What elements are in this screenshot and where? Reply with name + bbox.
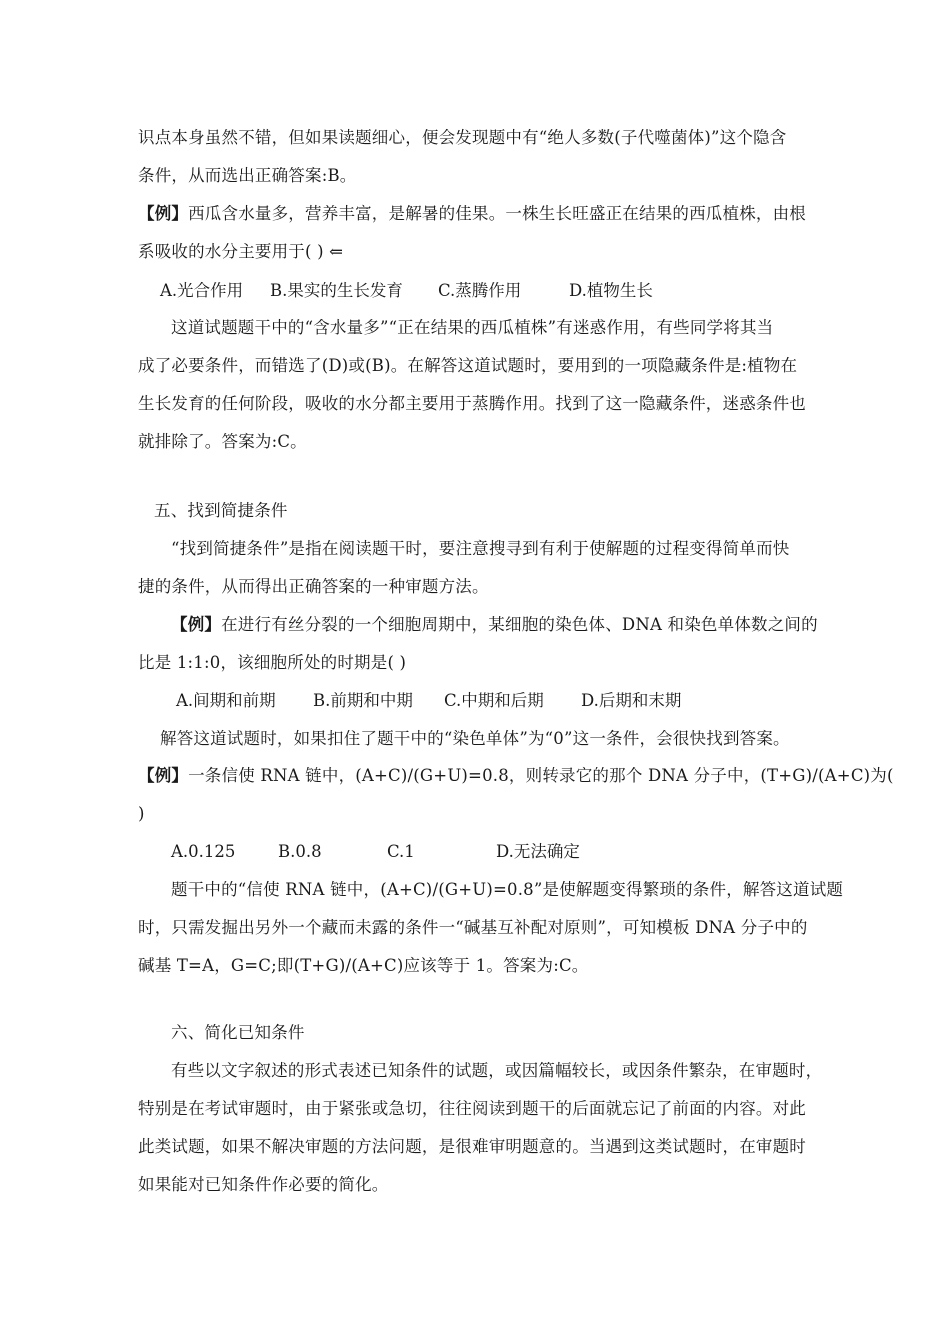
option-d: D.植物生长 xyxy=(569,281,653,300)
option-a: A.0.125 xyxy=(171,842,236,861)
option-a: A.光合作用 xyxy=(160,281,244,300)
paragraph-line: 生长发育的任何阶段，吸收的水分都主要用于蒸腾作用。找到了这一隐藏条件，迷惑条件也 xyxy=(138,394,806,413)
option-d: D.无法确定 xyxy=(496,842,580,861)
section-heading: 六、简化已知条件 xyxy=(171,1023,305,1042)
section-heading: 五、找到简捷条件 xyxy=(154,501,288,520)
paragraph-line: 解答这道试题时，如果扣住了题干中的“染色单体”为“0”这一条件，会很快找到答案。 xyxy=(160,729,790,748)
paragraph-line: 如果能对已知条件作必要的简化。 xyxy=(138,1175,389,1194)
paragraph-line: 识点本身虽然不错，但如果读题细心，便会发现题中有“绝人多数(子代噬菌体)”这个隐含 xyxy=(138,128,787,147)
example-line xyxy=(171,614,818,636)
example-text: 一条信使 RNA 链中，(A+C)/(G+U)=0.8，则转录它的那个 DNA 分子中，(T+G)/(A+C)为( xyxy=(188,766,894,785)
option-b: B.前期和中期 xyxy=(313,691,413,710)
paragraph-line: 捷的条件，从而得出正确答案的一种审题方法。 xyxy=(138,577,489,596)
paragraph-line: 系吸收的水分主要用于( ) ⇐ xyxy=(138,242,344,261)
example-tag: 【例】 xyxy=(138,766,189,785)
paragraph-line: 时，只需发掘出另外一个藏而未露的条件一“碱基互补配对原则”，可知模板 DNA 分子中的 xyxy=(138,918,808,937)
paragraph-line: 碱基 T=A，G=C;即(T+G)/(A+C)应该等于 1。答案为:C。 xyxy=(138,956,589,975)
option-c: C.中期和后期 xyxy=(444,691,544,710)
paragraph-line: 有些以文字叙述的形式表述已知条件的试题，或因篇幅较长，或因条件繁杂，在审题时， xyxy=(171,1061,823,1080)
example-tag: 【例】 xyxy=(138,204,189,223)
example-tag: 【例】 xyxy=(171,615,222,634)
paragraph-line: 比是 1:1:0，该细胞所处的时期是( ) xyxy=(138,653,407,672)
option-a: A.间期和前期 xyxy=(176,691,276,710)
paragraph-line: 此类试题，如果不解决审题的方法问题，是很难审明题意的。当遇到这类试题时，在审题时 xyxy=(138,1137,806,1156)
paragraph-line: 就排除了。答案为:C。 xyxy=(138,432,307,451)
paragraph-line: ) xyxy=(138,804,145,823)
example-text: 在进行有丝分裂的一个细胞周期中，某细胞的染色体、DNA 和染色单体数之间的 xyxy=(221,615,818,634)
option-c: C.蒸腾作用 xyxy=(438,281,522,300)
paragraph-line: 题干中的“信使 RNA 链中，(A+C)/(G+U)=0.8”是使解题变得繁琐的条件，解答这道试题 xyxy=(171,880,844,899)
paragraph-line: 成了必要条件，而错选了(D)或(B)。在解答这道试题时，要用到的一项隐藏条件是:植物在 xyxy=(138,356,798,375)
example-line xyxy=(138,765,894,787)
paragraph-line: 条件，从而选出正确答案:B。 xyxy=(138,166,357,185)
option-d: D.后期和末期 xyxy=(581,691,682,710)
example-text: 西瓜含水量多，营养丰富，是解暑的佳果。一株生长旺盛正在结果的西瓜植株，由根 xyxy=(188,204,807,223)
option-c: C.1 xyxy=(387,842,415,861)
option-b: B.0.8 xyxy=(278,842,322,861)
paragraph-line: 特别是在考试审题时，由于紧张或急切，往往阅读到题干的后面就忘记了前面的内容。对此 xyxy=(138,1099,806,1118)
paragraph-line: “找到简捷条件”是指在阅读题干时，要注意搜寻到有利于使解题的过程变得简单而快 xyxy=(171,539,790,558)
example-line xyxy=(138,203,806,225)
option-b: B.果实的生长发育 xyxy=(270,281,403,300)
paragraph-line: 这道试题题干中的“含水量多”“正在结果的西瓜植株”有迷惑作用，有些同学将其当 xyxy=(171,318,774,337)
